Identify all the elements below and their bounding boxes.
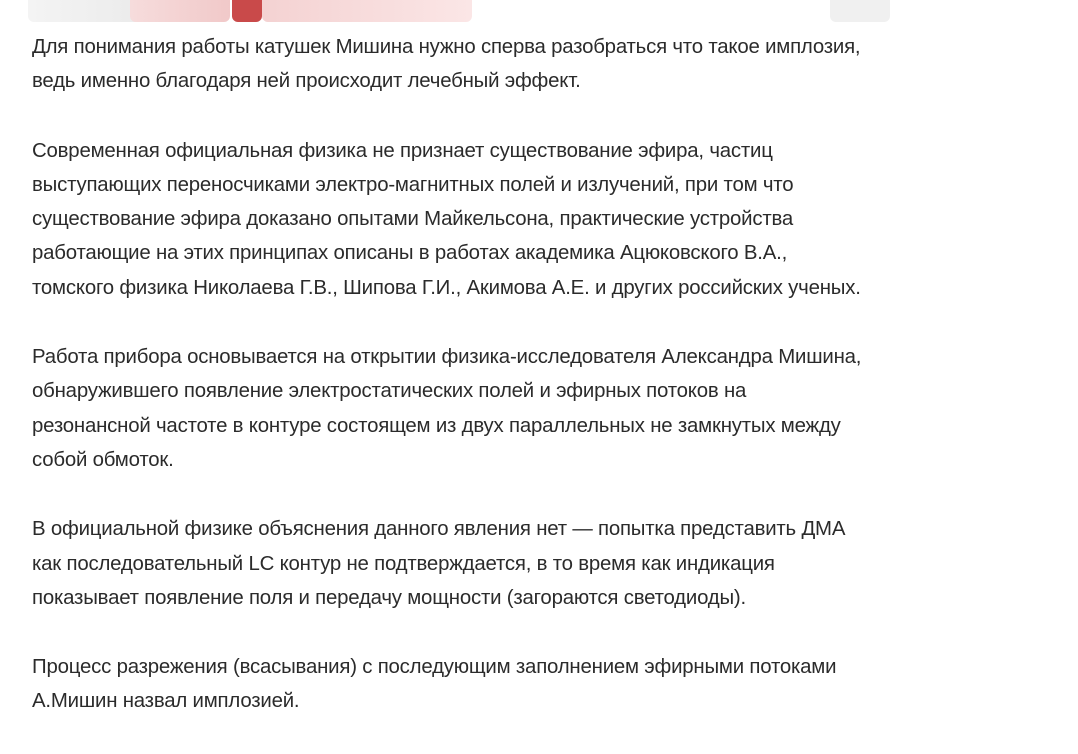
paragraph-implosion-intro xyxy=(32,30,1042,99)
text-line: резонансной частоте в контуре состоящем из двух параллельных не замкнутых между xyxy=(32,414,841,437)
text-line: выступающих переносчиками электро-магнитных полей и излучений, при том что xyxy=(32,173,794,196)
paragraph-implosion-definition xyxy=(32,650,1042,719)
image-fragment xyxy=(232,0,262,22)
image-fragment xyxy=(830,0,890,22)
image-fragment xyxy=(130,0,230,22)
text-line: томского физика Николаева Г.В., Шипова Г.И., Акимова А.Е. и других российских ученых. xyxy=(32,276,861,299)
text-line: обнаружившего появление электростатических полей и эфирных потоков на xyxy=(32,380,747,403)
text-line: существование эфира доказано опытами Майкельсона, практические устройства xyxy=(32,208,794,231)
text-line: работающие на этих принципах описаны в работах академика Ацюковского В.А., xyxy=(32,242,788,265)
cropped-image-strip xyxy=(0,0,1078,22)
text-line: А.Мишин назвал имплозией. xyxy=(32,690,300,713)
text-line: ведь именно благодаря ней происходит лечебный эффект. xyxy=(32,70,581,93)
text-line: Процесс разрежения (всасывания) с последующим заполнением эфирными потоками xyxy=(32,656,837,679)
text-line: Современная официальная физика не признает существование эфира, частиц xyxy=(32,139,773,162)
paragraph-ether-physics xyxy=(32,134,1042,305)
text-line: собой обмоток. xyxy=(32,448,174,471)
text-line: как последовательный LC контур не подтверждается, в то время как индикация xyxy=(32,552,775,575)
article-body xyxy=(32,30,1042,754)
text-line: показывает появление поля и передачу мощности (загораются светодиоды). xyxy=(32,586,746,609)
paragraph-device-operation xyxy=(32,340,1042,477)
text-line: В официальной физике объяснения данного явления нет — попытка представить ДМА xyxy=(32,518,846,541)
image-fragment xyxy=(262,0,472,22)
text-line: Работа прибора основывается на открытии физика-исследователя Александра Мишина, xyxy=(32,346,862,369)
text-line: Для понимания работы катушек Мишина нужно сперва разобраться что такое имплозия, xyxy=(32,36,861,58)
paragraph-official-physics xyxy=(32,512,1042,615)
